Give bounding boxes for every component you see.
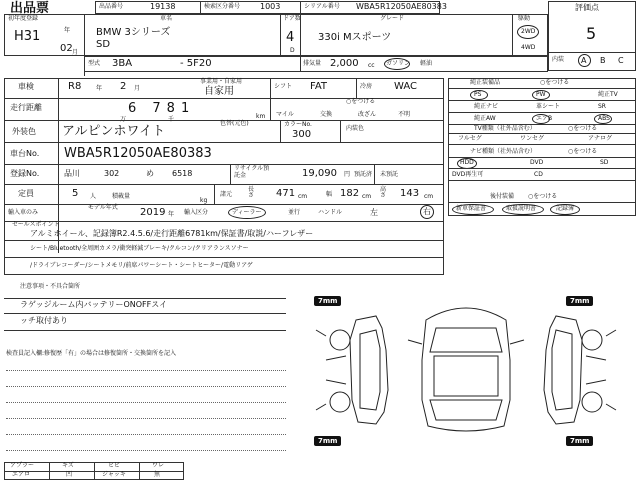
import-class-label: 輸入区分 [184, 209, 209, 216]
equip-grid-line [448, 100, 636, 101]
tv-oneseg: ワンセグ [520, 135, 545, 142]
equip-item: 革シート [536, 103, 561, 110]
mileage-man-unit: 万 [120, 116, 127, 123]
color-no-value: 300 [292, 129, 312, 140]
size-label: 諸元 [220, 191, 233, 198]
grade-value: 330i Mスポーツ [318, 32, 392, 43]
post-title: 後付装備 [490, 193, 515, 200]
use-value: 自家用 [204, 86, 234, 97]
repair-title: 検査員記入欄:修復歴「有」の場合は修復箇所・交換箇所を記入 [6, 350, 177, 357]
chassis-label: 車台No. [10, 149, 40, 158]
model-label: 型式 [88, 60, 101, 67]
post-manual: 取扱説明書 [506, 205, 537, 212]
equip-title: 純正装備品 [470, 79, 501, 86]
handle-right: 右 [423, 207, 431, 216]
meter-unknown: 不明 [398, 111, 411, 118]
mileage-label: 走行距離 [10, 103, 42, 112]
reg-era: H31 [14, 29, 41, 44]
tread-front-right: 7mm [566, 296, 593, 306]
disp-unit: cc [368, 62, 375, 69]
legend-r2-c2: 凹 [66, 471, 73, 478]
disp-label: 排気量 [303, 60, 322, 67]
reg-month-unit: 月 [72, 49, 79, 56]
tv-title: TV種類（社外品含む） [474, 125, 536, 132]
legend-r1-c2: キズ [62, 462, 74, 469]
sales-label: セールスポイント [12, 221, 60, 228]
meter-change: 交換 [320, 111, 333, 118]
navi-dvd: DVD [530, 159, 544, 166]
handle-label: ハンドル [318, 209, 343, 216]
ac-label: 冷房 [360, 83, 373, 90]
mileage-sen-unit: 千 [168, 116, 175, 123]
equip-item: 純正TV [598, 91, 618, 98]
equip-item: PW [536, 91, 546, 98]
model-right: - 5F20 [180, 58, 212, 69]
load-label: 積載量 [112, 193, 131, 200]
meter-circle-note: ○をつける [346, 98, 376, 105]
handle-left: 左 [370, 208, 378, 217]
recycle-label: リサイクル預託金 [234, 165, 270, 179]
score-label: 評価点 [575, 3, 599, 12]
drive-label: 駆動 [518, 15, 531, 22]
car-name-line2: SD [96, 39, 111, 50]
grade-label: グレード [380, 15, 405, 22]
serial-label: シリアル番号 [304, 3, 340, 10]
mile-label: マイル [276, 111, 294, 118]
tread-rear-right: 7mm [566, 436, 593, 446]
tread-front-left: 7mm [314, 296, 341, 306]
width-unit: cm [362, 193, 372, 200]
equip-selected-circle [470, 90, 488, 100]
post-record: 記録簿 [556, 205, 575, 212]
interior-c: C [618, 56, 624, 65]
lot-number: 19138 [150, 2, 176, 11]
height-label: 高さ [380, 186, 387, 200]
plate-kana: め [146, 169, 154, 178]
import-parallel: 並行 [288, 209, 301, 216]
tv-analog: アナログ [588, 135, 613, 142]
shift-value: FAT [310, 81, 328, 92]
legend-r2-c4: 無 [154, 471, 161, 478]
inspect-year-unit: 年 [96, 85, 103, 92]
equip-selected-circle [532, 114, 553, 124]
equip-item: ABS [598, 115, 610, 122]
post-warranty: 新車保証書 [456, 205, 487, 212]
recycle-value: 19,090 [302, 168, 337, 179]
plate-class: 302 [104, 169, 120, 178]
length-label: 長さ [248, 186, 255, 200]
chassis-value: WBA5R12050AE80383 [64, 146, 212, 161]
page-title: 出品票 [10, 1, 50, 16]
legend-r2-c1: エアロ [12, 471, 31, 478]
reg-month: 02 [60, 43, 73, 54]
height-value: 143 [400, 188, 420, 199]
inspect-label: 車検 [18, 82, 34, 91]
equip-circle-note: ○をつける [540, 79, 570, 86]
model-year-value: 2019 [140, 207, 166, 218]
legend-r2-c3: ジャッキ [102, 471, 126, 478]
door-count: 4 [286, 30, 295, 45]
length-unit: cm [298, 193, 308, 200]
inspect-month-unit: 月 [134, 85, 141, 92]
equip-selected-circle [594, 114, 612, 124]
navi-hdd: HDD [460, 159, 474, 166]
ac-value: WAC [394, 81, 417, 92]
color-change-label: 色替(元色) [220, 120, 249, 127]
height-unit: cm [424, 193, 434, 200]
length-value: 471 [276, 188, 296, 199]
width-label: 幅 [326, 191, 333, 198]
car-left-side-view [316, 316, 388, 424]
interior-label: 内装 [552, 56, 565, 63]
sales-line-1: アルミホイール、記録簿R2.4.5.6/走行距離6781km/保証書/取説/ハーフレザー [30, 229, 314, 238]
vehicle-main-box [4, 14, 548, 56]
equip-grid-line [448, 112, 636, 113]
capacity-value: 5 [72, 188, 79, 199]
shift-label: シフト [274, 83, 293, 90]
recycle-not-deposited: 未預託 [380, 171, 399, 178]
equip-item: 純正AW [474, 115, 496, 122]
mileage-value: 6 781 [128, 101, 196, 116]
use-small-label: 事業用・自家用 [200, 78, 243, 85]
model-year-label: モデル年式 [88, 204, 118, 211]
import-label: 輸入車のみ [8, 209, 39, 216]
tv-fullseg: フルセグ [458, 135, 482, 142]
interior-color-label: 内装色 [346, 125, 365, 132]
navi-cd: CD [534, 171, 543, 178]
tread-rear-left: 7mm [314, 436, 341, 446]
notes-line-1: ラゲッジルーム内バッテリーONOFFスイ [20, 300, 168, 309]
fuel-gasoline: ガソリン [386, 60, 411, 67]
drive-2wd: 2WD [521, 28, 536, 35]
fuel-diesel: 軽油 [420, 60, 433, 67]
legend-r1-c3: ヒビ [108, 462, 121, 469]
load-unit: kg [200, 197, 208, 204]
serial-number: WBA5R12050AE80383 [356, 2, 447, 11]
capacity-label: 定員 [18, 189, 34, 198]
class-label: 検索区分番号 [204, 3, 241, 10]
recycle-deposited: 預託済 [354, 171, 373, 178]
navi-sd: SD [600, 159, 609, 166]
equip-selected-circle [532, 90, 550, 100]
notes-title: 注意事項・不具合箇所 [20, 283, 81, 290]
car-name-label: 車名 [160, 15, 173, 22]
legend-r1-c1: アプラー [10, 462, 35, 469]
disp-value: 2,000 [330, 58, 359, 69]
inspect-value: R8 [68, 81, 82, 92]
car-right-side-view [544, 316, 616, 424]
capacity-unit: 人 [90, 193, 97, 200]
door-d: D [290, 47, 295, 54]
interior-b: B [600, 56, 606, 65]
sales-line-3: /ドライブレコーダー/シートメモリ/前席パワーシート・シートヒーター/電動リアゲ [30, 262, 253, 269]
score-value: 5 [586, 24, 597, 43]
plate-number: 6518 [172, 169, 193, 178]
import-dealer: ディーラー [232, 209, 262, 216]
equip-item: 純正ナビ [474, 103, 499, 110]
meter-tamper: 改ざん [358, 111, 377, 118]
tv-circle-note: ○をつける [568, 125, 598, 132]
mileage-unit: km [256, 113, 266, 120]
navi-dvdplay: DVD再生可 [452, 171, 484, 178]
model-left: 3BA [112, 58, 133, 69]
equip-item: エアB [536, 115, 553, 122]
car-top-view [408, 308, 524, 431]
model-year-unit: 年 [168, 211, 175, 218]
legend-r1-c4: ワレ [152, 462, 165, 469]
navi-title: ナビ種類（社外品含む） [470, 148, 537, 155]
color-no-label: カラーNo. [284, 121, 312, 128]
reg-year-unit: 年 [64, 27, 71, 34]
plate-label: 登録No. [10, 169, 40, 178]
class-number: 1003 [260, 2, 281, 11]
car-body-diagram [296, 300, 636, 440]
door-label: ドア数 [283, 15, 301, 22]
color-label: 外装色 [12, 127, 36, 136]
width-value: 182 [340, 188, 360, 199]
notes-line-2: ッチ取付あり [20, 316, 68, 325]
post-circle-note: ○をつける [528, 193, 558, 200]
sales-line-2: シート/Bluetooth/全周囲カメラ/衝突軽減ブレーキ/クルコン/クリアランスソナー [30, 245, 249, 252]
color-value: アルピンホワイト [62, 124, 166, 139]
reg-label: 初年度登録 [8, 15, 39, 22]
equip-item: PS [474, 91, 482, 98]
drive-4wd: 4WD [521, 44, 536, 51]
equip-item: SR [598, 103, 606, 110]
car-name-line1: BMW 3シリーズ [96, 27, 171, 38]
recycle-unit: 円 [344, 171, 351, 178]
lot-label: 出品番号 [99, 3, 124, 10]
interior-a: A [581, 56, 587, 65]
plate-area: 品川 [64, 169, 80, 178]
inspect-month: 2 [120, 81, 127, 92]
navi-circle-note: ○をつける [568, 148, 598, 155]
